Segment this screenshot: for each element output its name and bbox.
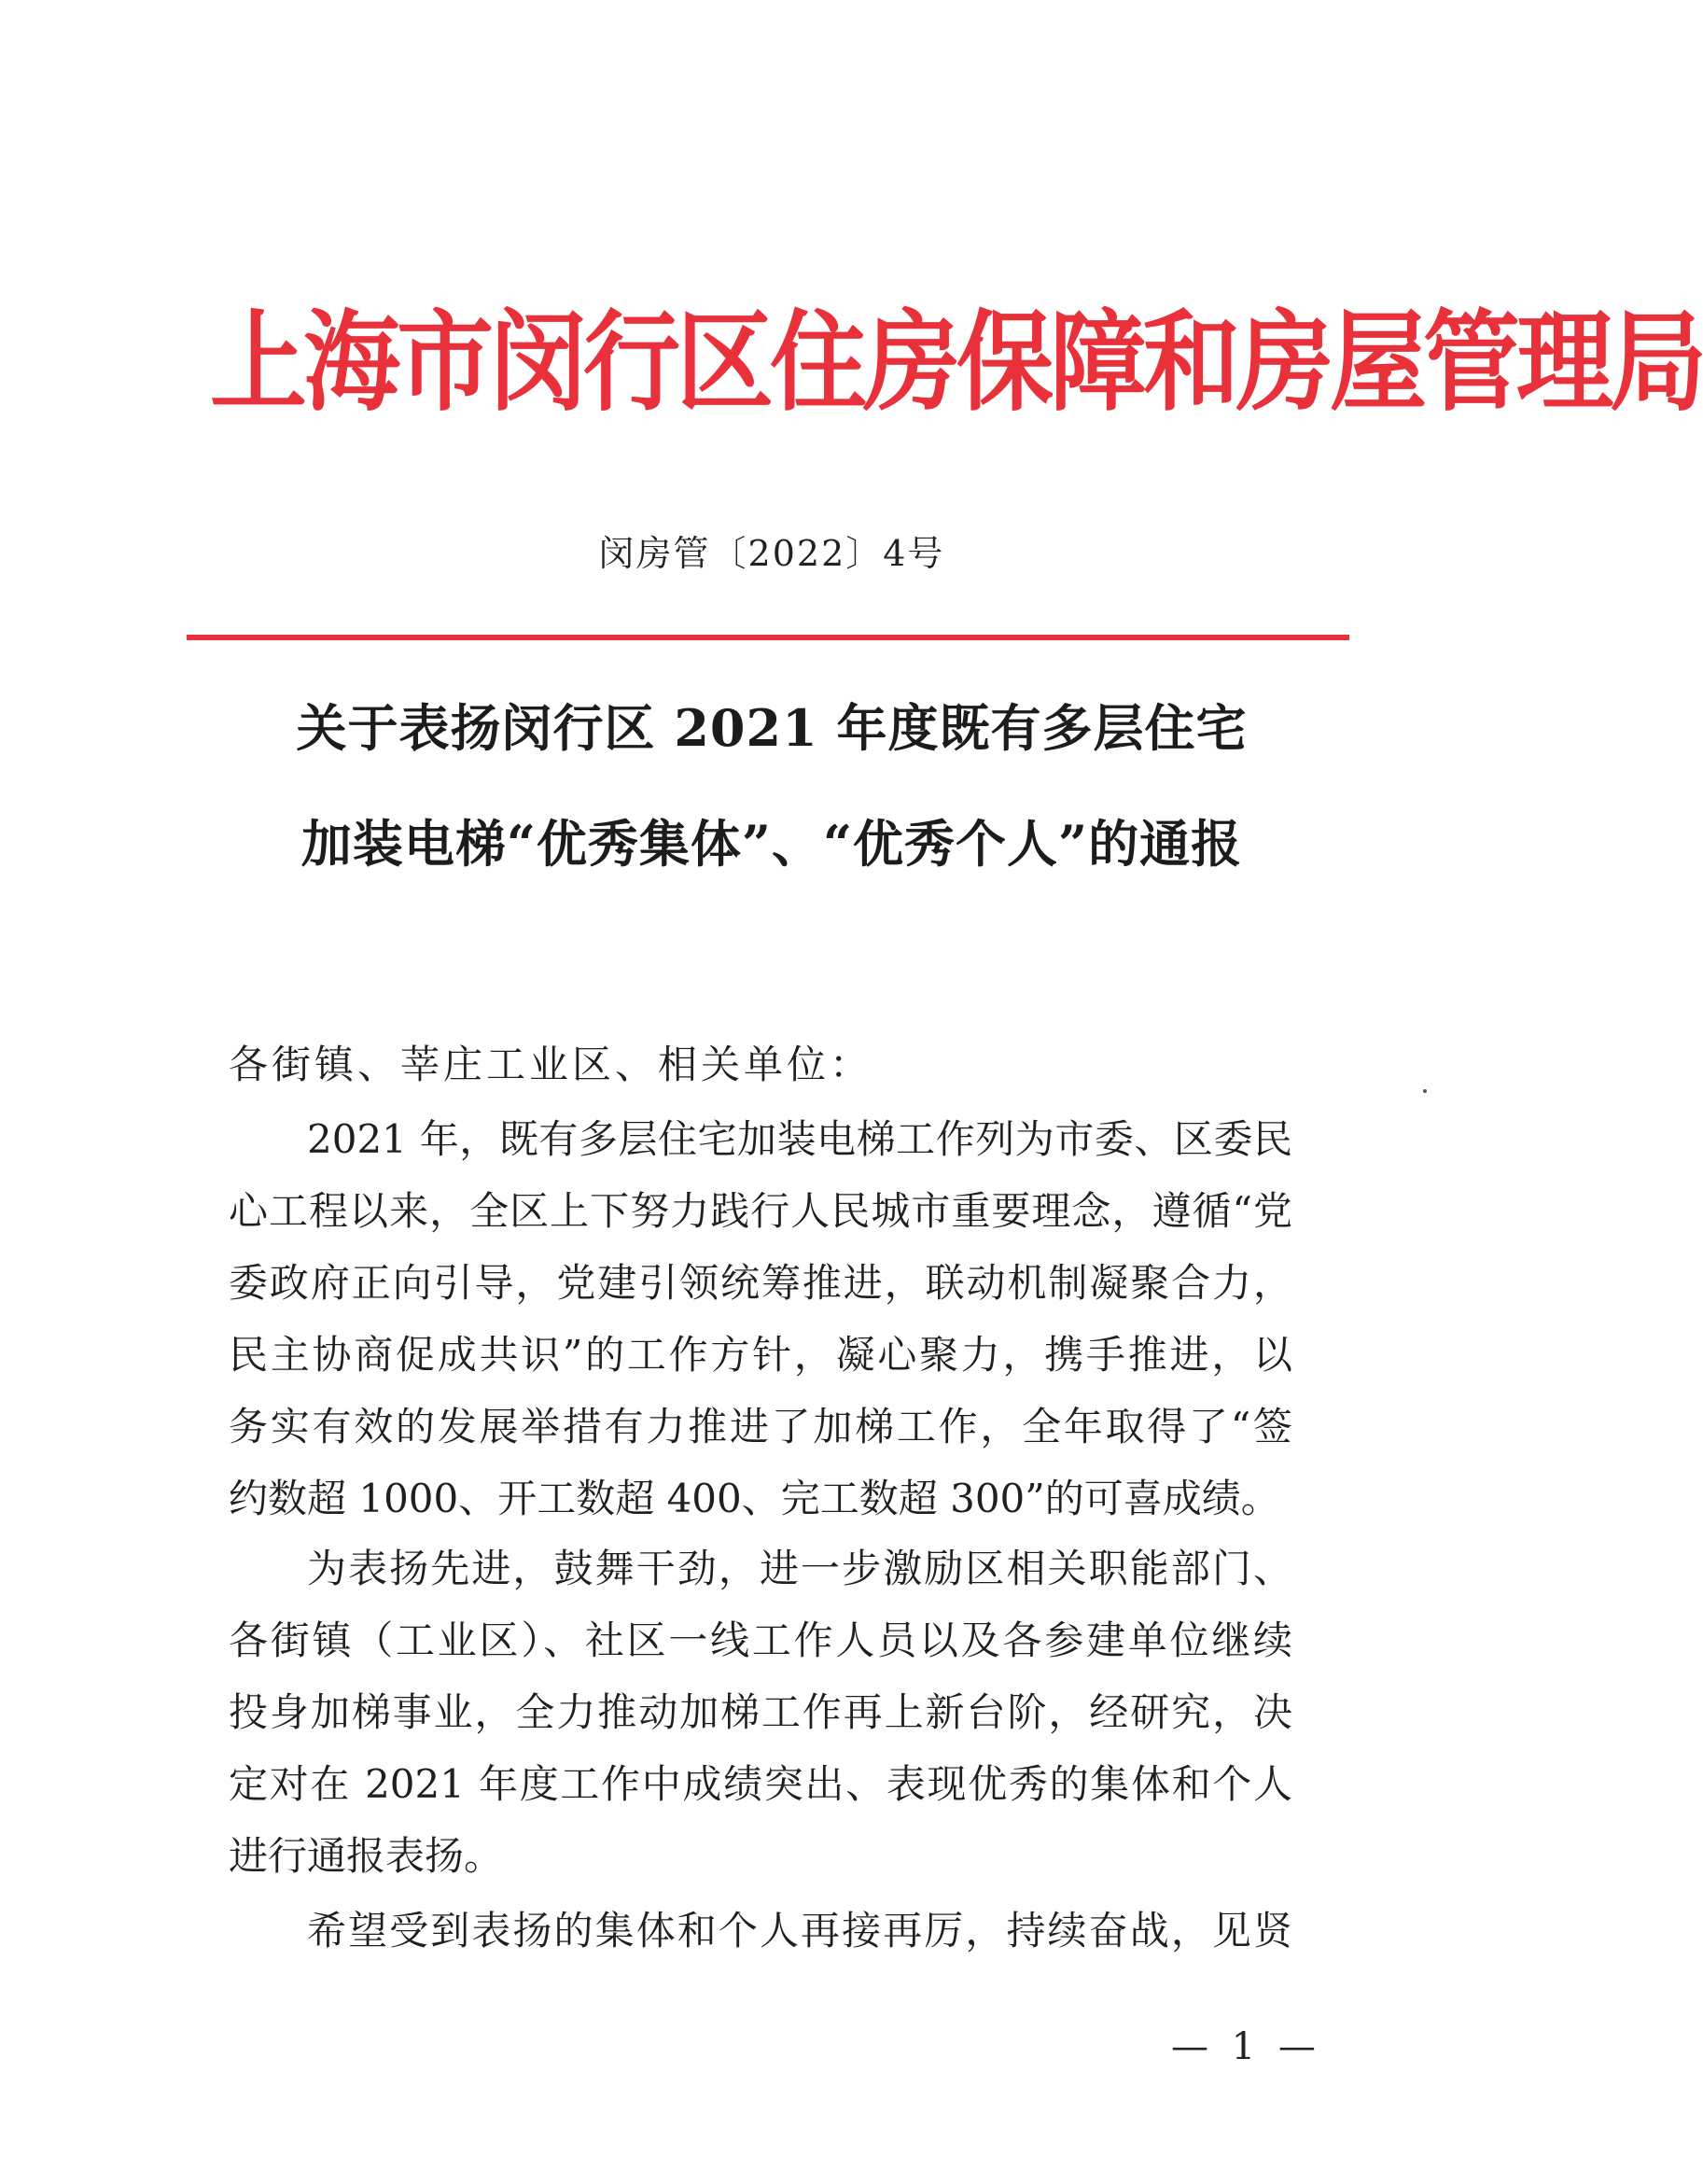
paragraph-line: 约数超 1000、开工数超 400、完工数超 300”的可喜成绩。 [229,1476,1280,1521]
paragraph-line: 委政府正向引导，党建引领统筹推进，联动机制凝聚合力， [229,1260,1292,1306]
paragraph-line: 心工程以来，全区上下努力践行人民城市重要理念，遵循“党 [229,1188,1292,1234]
paragraph-1 [229,1103,1292,1534]
paragraph-line: 为表扬先进，鼓舞干劲，进一步激励区相关职能部门、 [307,1546,1292,1591]
document-number: 闵房管〔2022〕4号 [598,533,945,574]
paragraph-line: 各街镇（工业区）、社区一线工作人员以及各参建单位继续 [229,1617,1292,1663]
paragraph-line: 务实有效的发展举措有力推进了加梯工作，全年取得了“签 [229,1404,1292,1449]
scan-speck [1423,1089,1427,1093]
red-divider-line [187,635,1349,640]
salutation: 各街镇、莘庄工业区、相关单位： [229,1042,873,1087]
paragraph-line: 2021 年，既有多层住宅加装电梯工作列为市委、区委民 [307,1116,1292,1162]
issuer-name: 上海市闵行区住房保障和房屋管理局 [210,297,1703,427]
paragraph-line: 民主协商促成共识”的工作方针，凝心聚力，携手推进，以 [229,1332,1292,1378]
paragraph-line: 投身加梯事业，全力推动加梯工作再上新台阶，经研究，决 [229,1689,1292,1735]
paragraph-line: 定对在 2021 年度工作中成绩突出、表现优秀的集体和个人 [229,1761,1292,1807]
document-title-line-2: 加装电梯“优秀集体”、“优秀个人”的通报 [300,814,1243,874]
paragraph-2 [229,1533,1292,1892]
paragraph-line: 进行通报表扬。 [229,1833,504,1879]
paragraph-3 [229,1895,1292,1967]
page-number: — 1 — [1171,2025,1321,2068]
document-title-line-1: 关于表扬闵行区 2021 年度既有多层住宅 [296,698,1248,758]
paragraph-line: 希望受到表扬的集体和个人再接再厉，持续奋战，见贤 [307,1908,1292,1953]
